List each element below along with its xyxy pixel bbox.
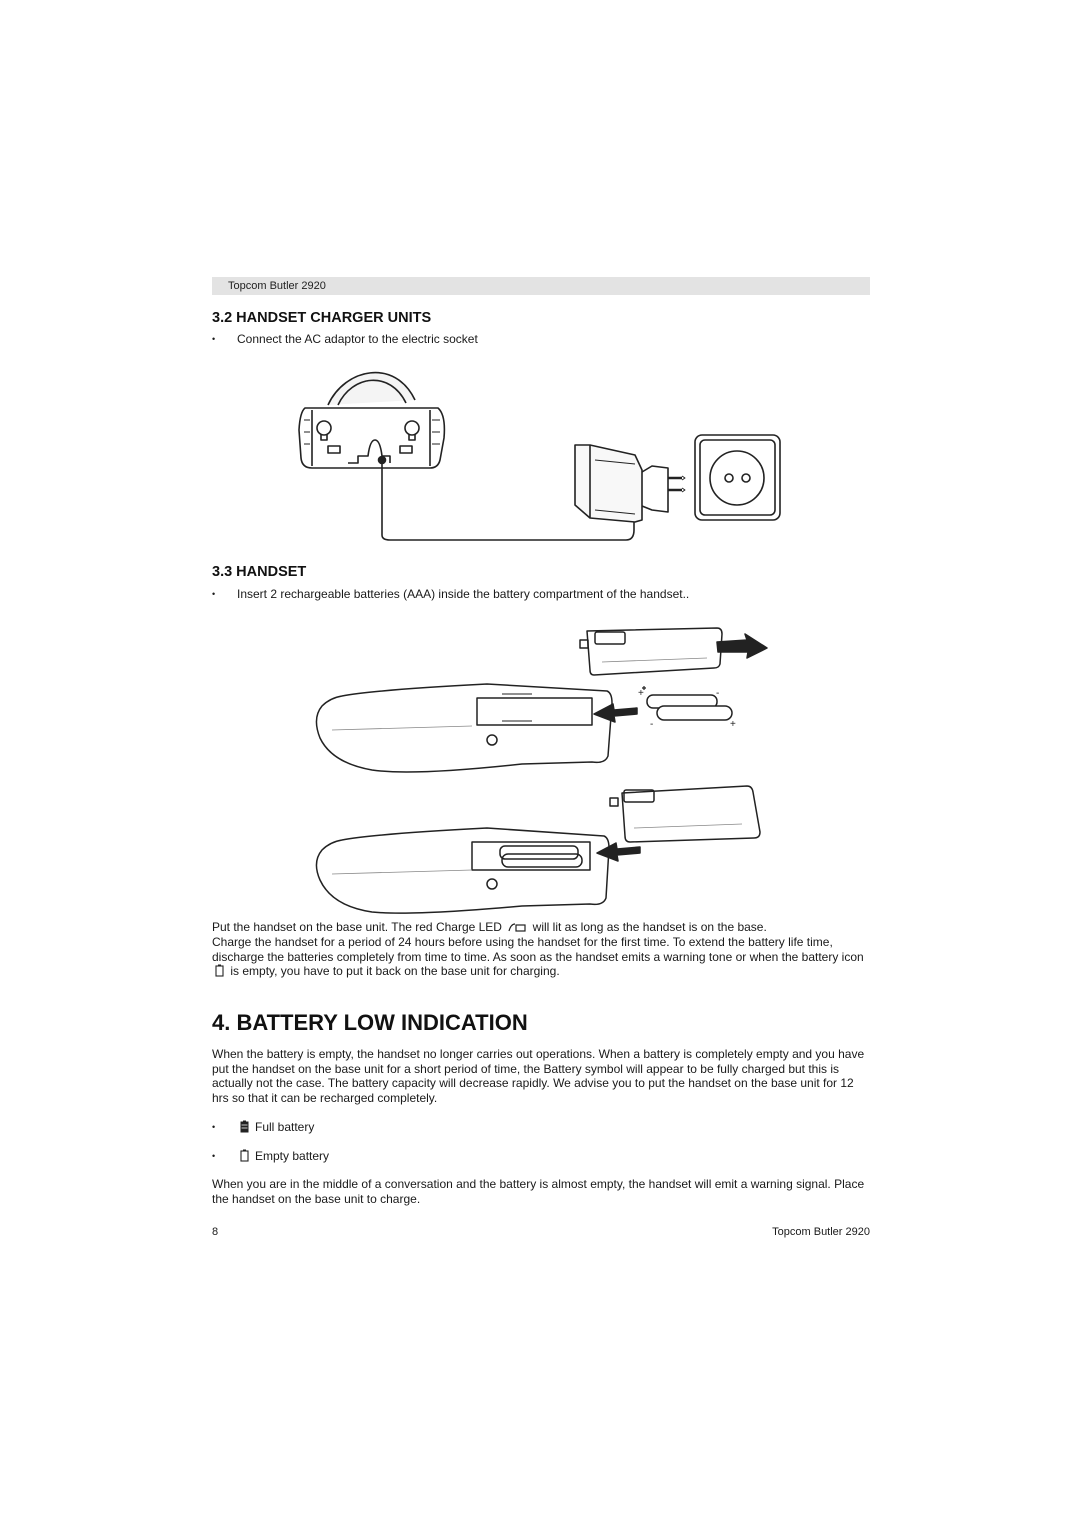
full-battery-label: Full battery [255,1120,315,1134]
paragraph-battery-empty: When the battery is empty, the handset no longer carries out operations. When a battery is completely empty and you have put the handset on the base unit for a short period of time, the Battery symbol will appear to be fully charged but this is actually not the case. The battery capacity will decrease rapidly. We advise you to put the handset on the base unit for 12 hrs so that it can be recharged completely. [212,1047,865,1105]
bullet-glyph: • [212,334,216,344]
paragraph-warning-signal: When you are in the middle of a conversation and the battery is almost empty, the handset will emit a warning signal. Place the handset on the base unit to charge. [212,1177,865,1206]
running-header [212,277,870,295]
footer-title: Topcom Butler 2920 [772,1226,870,1238]
bullet-connect-adaptor [212,332,478,347]
battery-minus-sign-2: - [650,719,654,730]
para-text-a: Put the handset on the base unit. The red Charge LED [212,920,502,934]
bullet-insert-batteries [212,587,689,602]
battery-plus-sign-2: + [730,719,736,730]
bullet-glyph: • [212,1151,216,1161]
full-battery-icon [240,1120,249,1133]
para-text-b: is empty, you have to put it back on the base unit for charging. [230,964,560,979]
empty-battery-label: Empty battery [255,1149,330,1163]
handset-battery-insertion-illustration [312,618,772,908]
charger-adaptor-illustration [290,360,790,545]
section-heading-handset: 3.3 HANDSET [212,564,307,580]
bullet-text: Connect the AC adaptor to the electric socket [237,332,478,346]
bullet-empty-battery [212,1149,329,1164]
battery-minus-sign-1: - [716,688,720,699]
para-text-b: will lit as long as the handset is on the base. [532,920,767,934]
paragraph-charge-handset [212,935,870,979]
bullet-full-battery [212,1120,314,1135]
section-heading-battery-low: 4. BATTERY LOW INDICATION [212,1010,528,1035]
bullet-glyph: • [212,589,216,599]
bullet-glyph: • [212,1122,216,1132]
header-title: Topcom Butler 2920 [228,280,326,292]
section-heading-charger-units: 3.2 HANDSET CHARGER UNITS [212,310,432,326]
battery-plus-sign-1: + [638,688,644,699]
bullet-text: Insert 2 rechargeable batteries (AAA) inside the battery compartment of the handset.. [237,587,690,601]
para-text-a: Charge the handset for a period of 24 hours before using the handset for the first time. To extend the battery life time, discharge the batteries completely from time to time. As soon as the handset emits a warning tone or when the battery icon [212,935,864,964]
charge-led-icon [508,922,526,933]
footer-page-number: 8 [212,1226,219,1238]
empty-battery-icon [240,1149,249,1162]
paragraph-charge-led [212,920,870,935]
empty-battery-icon [215,964,224,977]
